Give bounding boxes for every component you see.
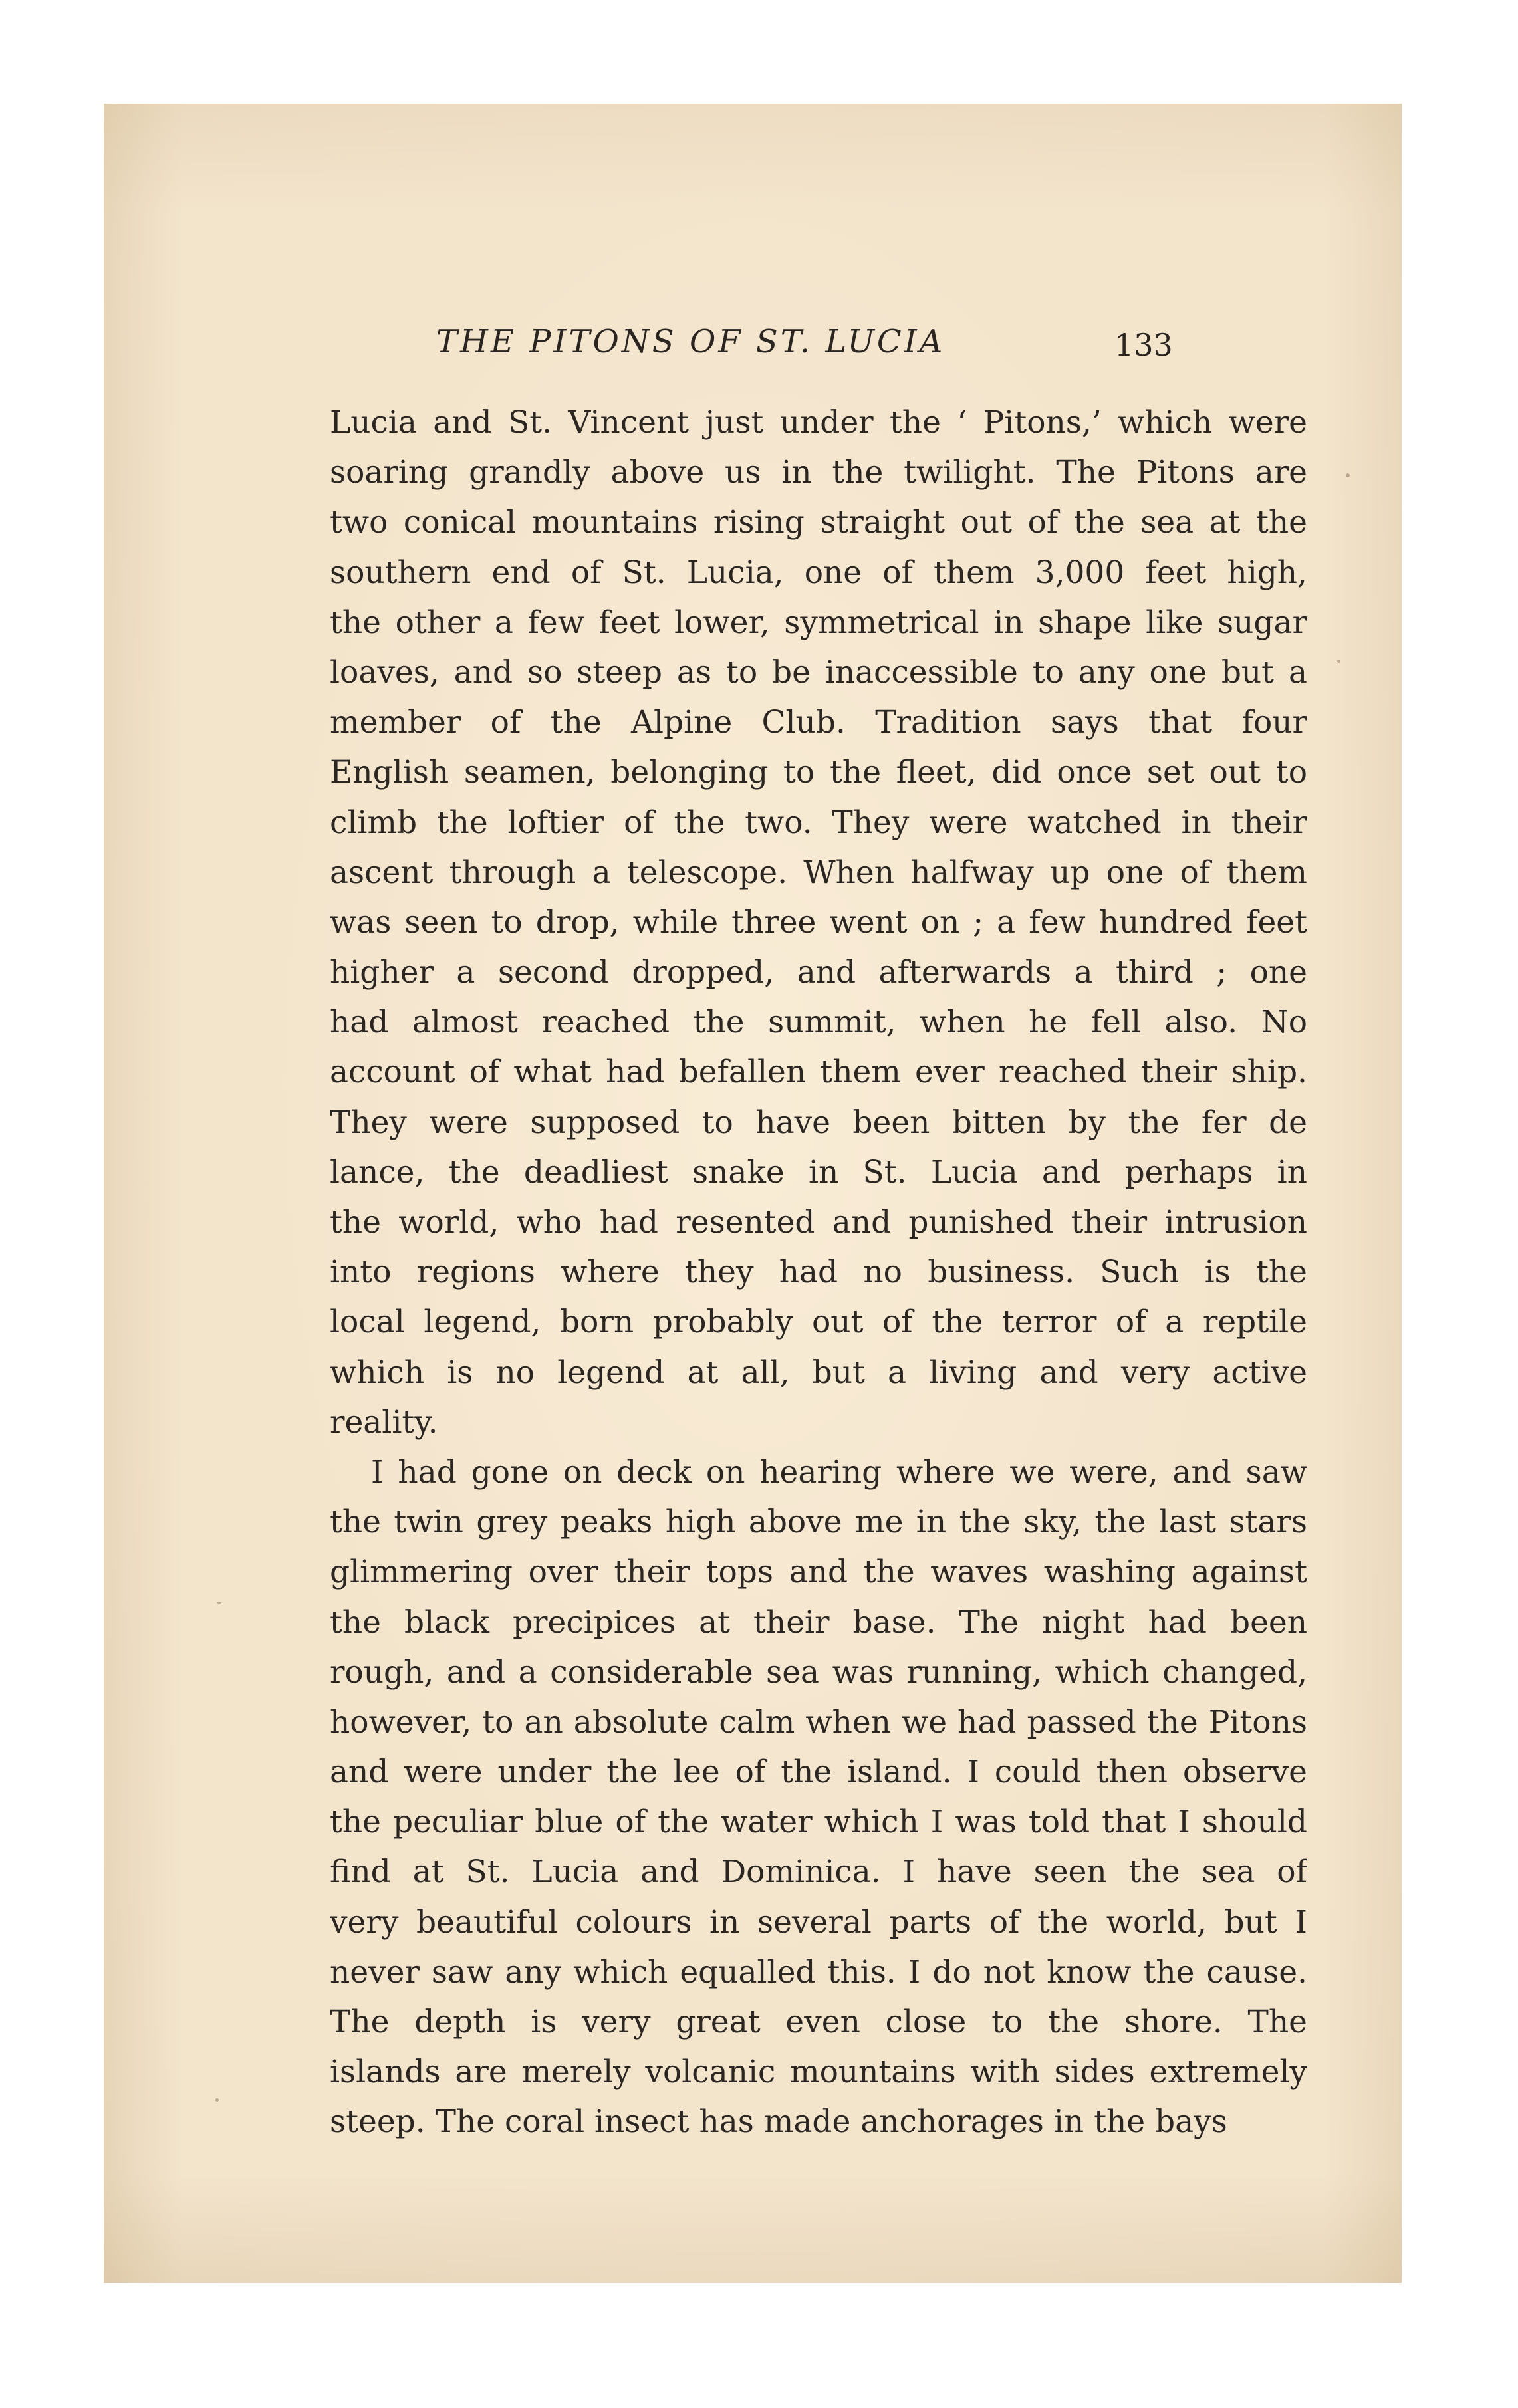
text-line: member of the Alpine Club. Tradition says that four [330, 704, 1307, 741]
text-line: two conical mountains rising straight out of the sea at the [330, 504, 1307, 541]
book-page [104, 104, 1402, 2283]
text-line: never saw any which equalled this. I do not know the cause. [330, 1953, 1307, 1990]
text-line: climb the loftier of the two. They were watched in their [330, 804, 1307, 841]
body-text [330, 398, 1307, 2147]
text-line: the world, who had resented and punished their intrusion [330, 1204, 1307, 1241]
text-line: glimmering over their tops and the waves washing against [330, 1554, 1307, 1591]
text-line: local legend, born probably out of the terror of a reptile [330, 1304, 1307, 1341]
text-line: had almost reached the summit, when he fell also. No [330, 1004, 1307, 1041]
text-line: The depth is very great even close to the shore. The [330, 2004, 1307, 2040]
text-line: Lucia and St. Vincent just under the ‘ Pitons,’ which were [330, 404, 1307, 441]
paper-speck [217, 1602, 221, 1604]
text-line: find at St. Lucia and Dominica. I have seen the sea of [330, 1854, 1307, 1891]
text-line: islands are merely volcanic mountains with sides extremely [330, 2054, 1307, 2091]
text-line: English seamen, belonging to the fleet, did once set out to [330, 754, 1307, 791]
text-line: was seen to drop, while three went on ; a few hundred feet [330, 903, 1307, 941]
text-line: reality. [330, 1403, 438, 1441]
page-header [104, 323, 1402, 370]
text-line: however, to an absolute calm when we had passed the Pitons [330, 1703, 1307, 1741]
text-line: the twin grey peaks high above me in the sky, the last stars [330, 1504, 1307, 1541]
running-title: THE PITONS OF ST. LUCIA [436, 323, 946, 360]
text-line: southern end of St. Lucia, one of them 3,000 feet high, [330, 554, 1307, 591]
text-line: very beautiful colours in several parts of the world, but I [330, 1903, 1307, 1941]
text-line: which is no legend at all, but a living and very active [330, 1354, 1307, 1391]
text-line: They were supposed to have been bitten by the fer de [330, 1104, 1307, 1141]
text-line: loaves, and so steep as to be inaccessible to any one but a [330, 654, 1307, 691]
text-line: ascent through a telescope. When halfway up one of them [330, 854, 1307, 891]
text-line: steep. The coral insect has made anchorages in the bays [330, 2104, 1227, 2141]
text-line: and were under the lee of the island. I could then observe [330, 1754, 1307, 1791]
text-line: the other a few feet lower, symmetrical in shape like sugar [330, 604, 1307, 641]
paper-speck [215, 2098, 219, 2102]
paper-speck [1346, 473, 1350, 477]
text-line: higher a second dropped, and afterwards a third ; one [330, 954, 1307, 991]
text-line: into regions where they had no business. Such is the [330, 1254, 1307, 1291]
text-line: account of what had befallen them ever reached their ship. [330, 1054, 1307, 1091]
text-line: soaring grandly above us in the twilight. The Pitons are [330, 454, 1307, 491]
text-line: the black precipices at their base. The night had been [330, 1604, 1307, 1641]
text-line: lance, the deadliest snake in St. Lucia and perhaps in [330, 1153, 1307, 1191]
text-line: the peculiar blue of the water which I was told that I should [330, 1804, 1307, 1841]
page-number: 133 [1114, 327, 1173, 363]
paper-speck [1337, 660, 1340, 663]
text-line: I had gone on deck on hearing where we were, and saw [371, 1453, 1307, 1491]
text-line: rough, and a considerable sea was running, which changed, [330, 1653, 1307, 1691]
